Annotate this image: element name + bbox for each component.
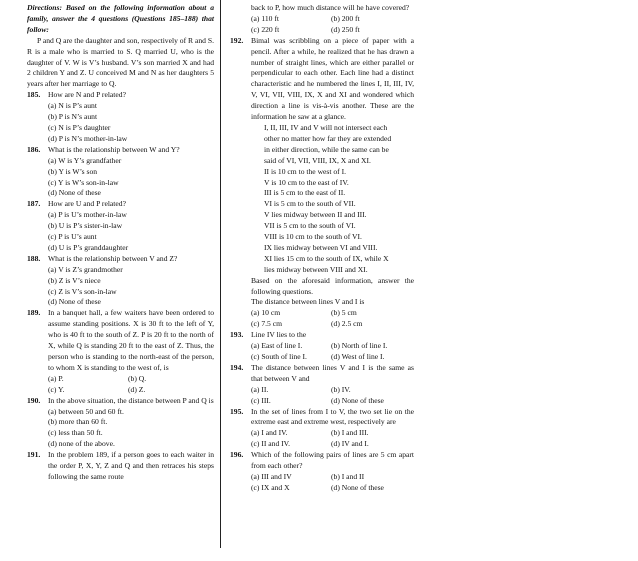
option-c: (c) P is U’s aunt (48, 232, 97, 242)
question-number: 191. (27, 450, 41, 460)
right-column (230, 3, 414, 494)
question-text: In the above situation, the distance between P and Q is (48, 395, 214, 405)
option-a: (a) V is Z’s grandmother (48, 264, 123, 274)
option-d: (d) 2.5 cm (331, 319, 363, 329)
fact-line: VI is 5 cm to the south of VII. (264, 199, 356, 209)
option-d: (d) None of these (48, 297, 101, 307)
line-facts (230, 123, 414, 276)
option-d: (d) IV and I. (331, 439, 369, 449)
question-text: In the set of lines from I to V, the two set lie on the extreme east and extreme west, respectively are (251, 406, 414, 427)
question-186 (27, 145, 214, 200)
question-text: How are N and P related? (48, 90, 126, 100)
fact-line: VII is 5 cm to the south of VI. (264, 221, 356, 231)
fact-line: II is 10 cm to the west of I. (264, 166, 347, 176)
column-divider (220, 0, 221, 548)
question-187 (27, 199, 214, 254)
question-number: 190. (27, 395, 41, 405)
question-number: 195. (230, 406, 244, 416)
option-a: (a) III and IV (251, 471, 292, 481)
option-c: (c) South of line I. (251, 352, 307, 361)
fact-line: in either direction, while the same can be (264, 144, 389, 154)
option-b: (b) U is P’s sister-in-law (48, 221, 123, 231)
option-a: (a) II. (251, 384, 269, 394)
option-b: (b) IV. (331, 384, 351, 394)
sub-question-text: The distance between lines V and I is (251, 297, 365, 307)
option-a: (a) P. (48, 373, 64, 383)
option-c: (c) Y. (48, 384, 65, 394)
option-b: (b) I and III. (331, 428, 369, 438)
question-195 (230, 407, 414, 451)
question-text: Which of the following pairs of lines are 5 cm apart from each other? (251, 450, 414, 471)
option-d: (d) None of these (331, 395, 384, 405)
option-b: (b) P is N’s aunt (48, 112, 98, 122)
option-a: (a) 110 ft (251, 13, 279, 23)
fact-line: said of VI, VII, VIII, IX, X and XI. (264, 155, 371, 165)
option-a: (a) I and IV. (251, 428, 288, 438)
fact-line: V is 10 cm to the east of IV. (264, 177, 349, 187)
question-text: How are U and P related? (48, 199, 126, 209)
question-text: The distance between lines V and I is the same as that between V and (251, 362, 414, 383)
option-b: (b) Z is V’s niece (48, 275, 101, 285)
question-text: Bimal was scribbling on a piece of paper with a pencil. After a while, he realized that he has drawn a number of straight lines, which are either parallel or perpendicular to each other. Each line had a distinct characteristic and he numbered the lines I, II, III, IV, V, VI, VII, VIII, IX, X and XI and wondered which direction a line is vis-à-vis another. These are the information he saw at a glance. (251, 35, 414, 122)
option-a: (a) P is U’s mother-in-law (48, 210, 127, 220)
option-d: (d) P is N’s mother-in-law (48, 133, 128, 143)
option-a: (a) between 50 and 60 ft. (48, 406, 124, 416)
question-text: What is the relationship between V and Z? (48, 253, 178, 263)
option-c: (c) III. (251, 395, 271, 405)
fact-line: V lies midway between II and III. (264, 210, 367, 220)
left-column (27, 3, 214, 483)
option-d: (d) Z. (128, 384, 146, 394)
option-c: (c) 220 ft (251, 24, 280, 34)
fact-line: other no matter how far they are extended (264, 133, 392, 143)
question-number: 193. (230, 330, 244, 340)
question-text: Line IV lies to the (251, 330, 307, 340)
question-text: In a banquet hall, a few waiters have been ordered to assume standing positions. X is 30 ft to the left of Y, who is 40 ft to the south of Z. P is 20 ft to the north of X, while Q is standing 20 ft to the east of Z. Thus, the person who is standing to the north-east of the person, to whom X is standing to the west of, is (48, 308, 214, 372)
option-b: (b) I and II (331, 471, 365, 481)
option-b: (b) Q. (128, 373, 147, 383)
question-189 (27, 308, 214, 395)
option-c: (c) Z is V’s son-in-law (48, 286, 117, 296)
instruction-text: Based on the aforesaid information, answer the following questions. (251, 275, 414, 296)
question-191-continued: back to P, how much distance will he have covered? (251, 3, 410, 12)
option-b: (b) more than 60 ft. (48, 417, 108, 427)
question-text: What is the relationship between W and Y? (48, 144, 180, 154)
option-c: (c) II and IV. (251, 439, 291, 449)
option-b: (b) 200 ft (331, 13, 360, 23)
fact-line: XI lies 15 cm to the south of IX, while X (264, 253, 389, 263)
option-d: (d) None of these (48, 188, 101, 198)
option-d: (d) U is P’s granddaughter (48, 242, 129, 252)
option-c: (c) Y is W’s son-in-law (48, 177, 119, 187)
question-number: 186. (27, 144, 41, 154)
question-text: In the problem 189, if a person goes to each waiter in the order P, X, Y, Z and Q and then retraces his steps following the same route (48, 450, 214, 481)
option-d: (d) None of these (331, 482, 384, 492)
question-number: 187. (27, 199, 41, 209)
option-a: (a) W is Y’s grandfather (48, 155, 122, 165)
question-196 (230, 450, 414, 494)
option-b: (b) 5 cm (331, 308, 357, 318)
question-number: 194. (230, 362, 244, 372)
option-c: (c) IX and X (251, 482, 290, 492)
option-c: (c) less than 50 ft. (48, 428, 103, 438)
directions-text: Directions: Based on the following information about a family, answer the 4 questions (Questions 185–188) that follow: (27, 3, 214, 34)
question-191 (27, 450, 214, 483)
question-190 (27, 396, 214, 451)
option-c: (c) N is P’s daughter (48, 122, 111, 132)
question-number: 192. (230, 35, 244, 45)
option-d: (d) West of line I. (331, 352, 385, 361)
option-a: (a) N is P’s aunt (48, 101, 97, 111)
question-number: 196. (230, 450, 244, 460)
option-d: (d) 250 ft (331, 24, 360, 34)
option-a: (a) 10 cm (251, 308, 281, 318)
option-d: (d) none of the above. (48, 439, 115, 449)
question-192 (230, 36, 414, 330)
question-number: 185. (27, 90, 41, 100)
question-194 (230, 363, 414, 407)
question-193 (230, 330, 414, 363)
question-number: 189. (27, 308, 41, 318)
fact-line: lies midway between VIII and XI. (264, 264, 368, 274)
question-188 (27, 254, 214, 309)
fact-line: IX lies midway between VI and VIII. (264, 242, 378, 252)
option-b: (b) Y is W’s son (48, 166, 98, 176)
question-number: 188. (27, 253, 41, 263)
fact-line: VIII is 10 cm to the south of VI. (264, 232, 362, 242)
question-185 (27, 90, 214, 145)
option-c: (c) 7.5 cm (251, 319, 282, 329)
fact-line: I, II, III, IV and V will not intersect each (264, 122, 388, 132)
option-a: (a) East of line I. (251, 341, 303, 351)
option-b: (b) North of line I. (331, 341, 388, 351)
fact-line: III is 5 cm to the east of II. (264, 188, 346, 198)
family-passage: P and Q are the daughter and son, respectively of R and S. R is a male who is married to S. Q married U, who is the daughter of V. W is V’s husband. V’s son married X and had 2 children Y and Z. U conceived M and N as her daughters 5 years after her marriage to Q. (27, 35, 214, 89)
